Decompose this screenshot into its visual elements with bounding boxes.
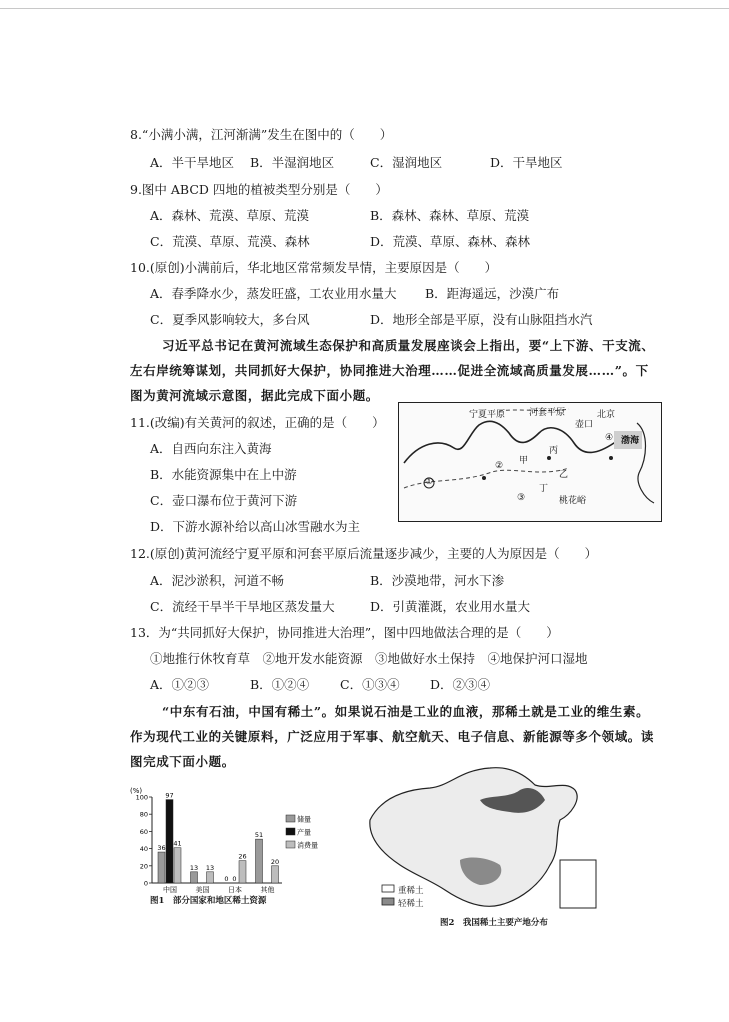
y-tick-label: 60 [139,827,148,836]
map-label-2: ② [495,461,504,471]
yellow-river-map [398,402,662,522]
map-label-yi: 乙 [559,470,569,480]
bar-data-label: 26 [238,852,247,861]
q13-option-a[interactable]: A．①②③ [150,677,210,692]
map-label-bohai: 渤海 [621,436,640,446]
y-tick-label: 40 [139,845,148,854]
bar-消费量 [239,861,246,883]
q10-option-a[interactable]: A．春季降水少，蒸发旺盛，工农业用水量大 [150,286,397,301]
site-marker [482,476,486,480]
q8-stem: 8.“小满小满，江河渐满”发生在图中的（ ） [130,127,393,142]
q13-stem: 13．为“共同抓好大保护，协同推进大治理”，图中四地做法合理的是（ ） [130,625,559,640]
q11-option-d[interactable]: D．下游水源补给以高山冰雪融水为主 [150,519,361,534]
bar-储量 [158,852,165,883]
bar-消费量 [174,848,181,883]
q12-option-b[interactable]: B．沙漠地带，河水下渗 [370,573,505,588]
q8-option-d[interactable]: D．干旱地区 [490,155,563,170]
bar-产量 [166,800,173,883]
q10-option-c[interactable]: C．夏季风影响较大，多台风 [150,312,310,327]
passage1-line-3: 图为黄河流域示意图，据此完成下面小题。 [130,388,379,403]
legend-light-label: 轻稀土 [398,899,424,909]
map-label-ningxia: 宁夏平原 [469,410,506,420]
legend-label: 储量 [297,815,311,824]
bar-储量 [256,839,263,883]
map-label-jia: 甲 [519,456,529,466]
y-tick-label: 100 [135,793,148,802]
bar-data-label: 97 [165,791,174,800]
q12-stem: 12.(原创)黄河流经宁夏平原和河套平原后流量逐步减少，主要的人为原因是（ ） [130,546,598,561]
q10-option-d[interactable]: D．地形全部是平原，没有山脉阻挡水汽 [370,312,593,327]
legend-heavy-label: 重稀土 [398,886,424,896]
south-china-sea-inset [560,860,596,908]
q11-option-b[interactable]: B．水能资源集中在上中游 [150,467,297,482]
q12-option-a[interactable]: A．泥沙淤积，河道不畅 [150,573,285,588]
passage2-line-3: 图完成下面小题。 [130,754,235,769]
q10-option-b[interactable]: B．距海遥远，沙漠广布 [425,286,560,301]
map-label-taohuayu: 桃花峪 [559,496,587,506]
map-label-3: ③ [517,493,526,503]
q9-option-b[interactable]: B．森林、森林、草原、荒漠 [370,208,530,223]
legend-light-swatch [382,898,394,905]
map-label-hukou: 壶口 [575,420,594,430]
fig1-chart [130,785,330,905]
bar-data-label: 20 [270,857,280,866]
yellow-river-map-drawing [399,403,661,521]
q8-option-a[interactable]: A．半干旱地区 [150,155,235,170]
fig1-caption: 图1 部分国家和地区稀土资源 [150,896,267,906]
x-category-label: 美国 [195,886,210,894]
page-top-border [0,8,729,9]
q8-option-b[interactable]: B．半湿润地区 [250,155,335,170]
fig2-caption: 图2 我国稀土主要产地分布 [440,918,548,928]
legend-label: 消费量 [297,841,318,850]
q9-option-c[interactable]: C．荒漠、草原、荒漠、森林 [150,234,310,249]
legend-swatch [286,815,295,822]
y-tick-label: 0 [143,879,148,888]
q12-option-d[interactable]: D．引黄灌溉，农业用水量大 [370,599,531,614]
map-label-1: ① [425,477,434,487]
q9-option-a[interactable]: A．森林、荒漠、草原、荒漠 [150,208,310,223]
passage1-line-1: 习近平总书记在黄河流域生态保护和高质量发展座谈会上指出，要“上下游、干支流、 [162,338,655,353]
q9-stem: 9.图中 ABCD 四地的植被类型分别是（ ） [130,182,388,197]
q11-option-a[interactable]: A．自西向东注入黄海 [150,441,272,456]
bar-data-label: 0 [224,875,229,883]
q8-option-c[interactable]: C．湿润地区 [370,155,443,170]
legend-heavy-swatch [382,885,394,892]
x-category-label: 中国 [163,886,177,894]
bar-消费量 [207,872,214,883]
y-axis-unit: (%) [130,787,143,795]
passage2-line-2: 作为现代工业的关键原料，广泛应用于军事、航空航天、电子信息、新能源等多个领域。读 [130,729,655,744]
q12-option-c[interactable]: C．流经干旱半干旱地区蒸发量大 [150,599,335,614]
q13-option-b[interactable]: B．①②④ [250,677,310,692]
bar-储量 [191,872,198,883]
y-tick-label: 80 [139,810,148,819]
x-category-label: 其他 [260,886,275,894]
bar-data-label: 13 [189,863,199,872]
bar-data-label: 51 [254,831,264,840]
bar-data-label: 41 [173,839,182,848]
passage1-line-2: 左右岸统筹谋划，共同抓好大保护，协同推进大治理……促进全流域高质量发展……”。下 [130,363,649,378]
legend-swatch [286,828,295,835]
q13-option-c[interactable]: C．①③④ [340,677,400,692]
legend-swatch [286,841,295,848]
q9-option-d[interactable]: D．荒漠、草原、森林、森林 [370,234,531,249]
map-label-beijing: 北京 [597,410,616,420]
legend-label: 产量 [297,828,311,837]
q13-option-d[interactable]: D．②③④ [430,677,491,692]
q13-statements: ①地推行休牧育草 ②地开发水能资源 ③地做好水土保持 ④地保护河口湿地 [150,651,588,666]
fig1-chart-svg [130,785,330,905]
bar-data-label: 36 [157,844,166,853]
passage2-line-1: “中东有石油，中国有稀土”。如果说石油是工业的血液，那稀土就是工业的维生素。 [162,704,650,719]
china-rare-earth-map [360,760,610,930]
bar-data-label: 0 [232,875,237,883]
site-marker [609,456,613,460]
map-label-hetao: 河套平原 [529,408,566,418]
map-label-4: ④ [605,433,614,443]
bar-消费量 [272,866,279,883]
map-label-bing: 丙 [549,446,559,456]
q11-option-c[interactable]: C．壶口瀑布位于黄河下游 [150,493,298,508]
bar-data-label: 13 [205,863,215,872]
map-label-ding: 丁 [539,484,549,494]
q11-stem: 11.(改编)有关黄河的叙述，正确的是（ ） [130,415,385,430]
q10-stem: 10.(原创)小满前后，华北地区常常频发旱情，主要原因是（ ） [130,260,498,275]
site-marker [547,456,551,460]
y-tick-label: 20 [139,862,148,871]
x-category-label: 日本 [228,886,242,894]
